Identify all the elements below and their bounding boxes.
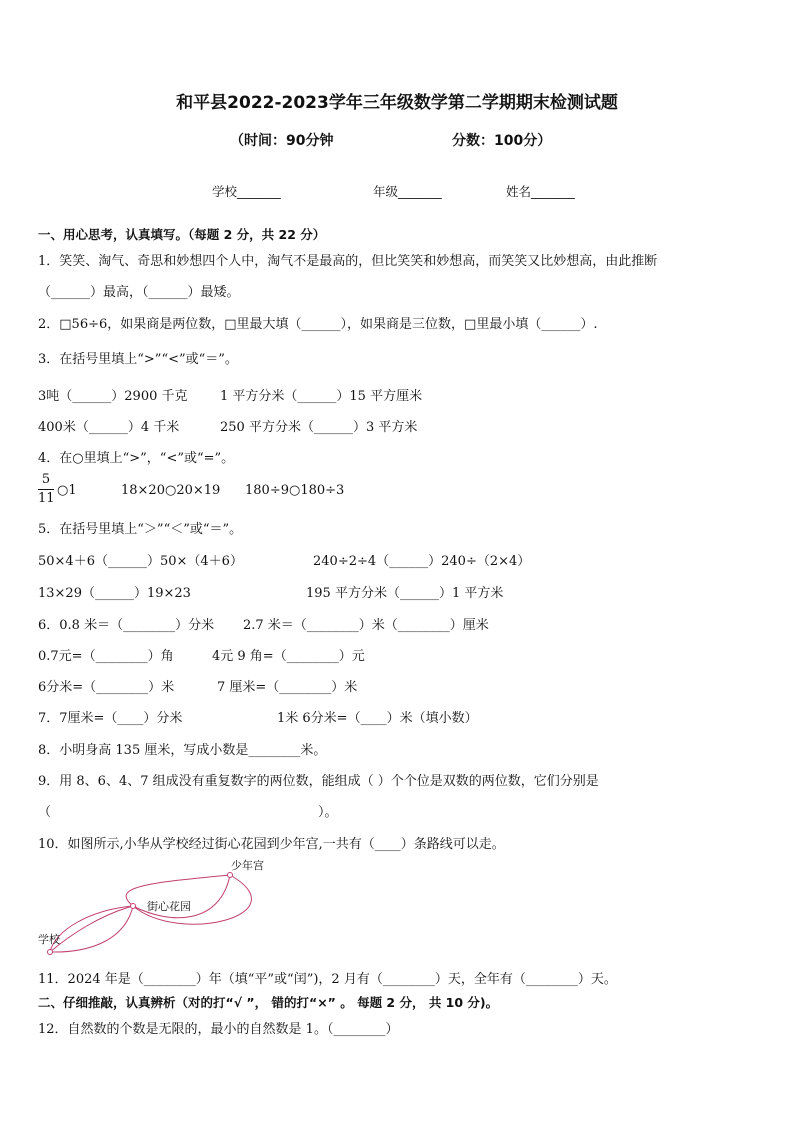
question-6-b: 2.7 米＝（________）米（________）厘米	[243, 618, 489, 633]
palace-node-icon	[228, 873, 233, 878]
question-3-d: 250 平方分米（______）3 平方米	[220, 420, 418, 435]
question-7-a: 7．7厘米=（____）分米	[38, 711, 183, 726]
question-7-b: 1米 6分米=（____）米（填小数）	[277, 711, 478, 726]
garden-node-icon	[131, 904, 136, 909]
question-3-a: 3吨（______）2900 千克	[38, 389, 188, 404]
question-6-e: 6分米=（________）米	[38, 680, 175, 695]
question-5-c: 13×29（______）19×23	[38, 586, 191, 601]
fraction-5-11	[38, 472, 54, 507]
question-5-d: 195 平方分米（______）1 平方米	[306, 586, 504, 601]
question-8: 8．小明身高 135 厘米，写成小数是________米。	[38, 743, 327, 758]
question-4-a: ○1	[57, 483, 77, 498]
question-11: 11．2024 年是（________）年（填“平”或“闰”)，2 月有（________）天，全年有（________）天。	[38, 972, 617, 987]
label-school: 学校	[38, 933, 60, 946]
question-1-line-1: 1．笑笑、淘气、奇思和妙想四个人中，淘气不是最高的，但比笑笑和妙想高，而笑笑又比妙想高，由此推断	[38, 254, 658, 269]
section-2-heading: 二、仔细推敲，认真辨析（对的打“√ ”， 错的打“×” 。 每题 2 分， 共 10 分)。	[38, 995, 499, 1010]
question-3-b: 1 平方分米（______）15 平方厘米	[220, 389, 423, 404]
label-palace: 少年宫	[231, 859, 264, 872]
route-diagram	[30, 855, 280, 960]
school-field: 学校_______	[212, 184, 281, 199]
question-5-prompt: 5．在括号里填上“＞”“＜”或“＝”。	[38, 522, 243, 537]
fraction-numerator: 5	[41, 472, 51, 487]
question-4-c: 180÷9○180÷3	[245, 483, 345, 498]
question-6-c: 0.7元=（________）角	[38, 649, 174, 664]
section-1-heading: 一、用心思考，认真填写。（每题 2 分，共 22 分）	[38, 227, 326, 242]
question-9-line-1: 9．用 8、6、4、7 组成没有重复数字的两位数，能组成（ ）个个位是双数的两位数，它们分别是	[38, 774, 599, 789]
question-3-c: 400米（______）4 千米	[38, 420, 180, 435]
fraction-bar	[38, 489, 54, 490]
page-title: 和平县2022-2023学年三年级数学第二学期期末检测试题	[176, 93, 618, 113]
question-5-a: 50×4＋6（______）50×（4＋6）	[38, 554, 243, 569]
question-6-a: 6．0.8 米＝（________）分米	[38, 618, 215, 633]
question-4-b: 18×20○20×19	[121, 483, 221, 498]
exam-score: 分数：100分）	[452, 133, 552, 149]
grade-field: 年级_______	[373, 184, 442, 199]
question-6-d: 4元 9 角=（________）元	[212, 649, 365, 664]
fraction-denominator: 11	[38, 491, 55, 506]
name-field: 姓名_______	[506, 184, 575, 199]
school-node-icon	[48, 950, 53, 955]
route-school-garden-3	[50, 906, 133, 952]
exam-time: （时间：90分钟	[230, 133, 334, 149]
question-5-b: 240÷2÷4（______）240÷（2×4）	[313, 554, 531, 569]
question-6-f: 7 厘米=（________）米	[217, 680, 358, 695]
question-9-close-paren: ）。	[318, 805, 338, 820]
question-1-line-2: （______）最高，（______）最矮。	[38, 285, 240, 300]
question-3-prompt: 3．在括号里填上“>”“<”或“＝”。	[38, 352, 238, 367]
question-10: 10．如图所示,小华从学校经过街心花园到少年宫,一共有（____）条路线可以走。	[38, 837, 505, 852]
question-12: 12．自然数的个数是无限的，最小的自然数是 1。（________）	[38, 1022, 399, 1037]
label-garden: 街心花园	[147, 900, 191, 913]
question-9-open-paren: （	[38, 805, 52, 820]
question-2: 2．□56÷6，如果商是两位数，□里最大填（______），如果商是三位数，□里最小填（______）.	[38, 317, 598, 332]
question-4-prompt: 4．在○里填上“>”，“<”或“=”。	[38, 451, 235, 466]
